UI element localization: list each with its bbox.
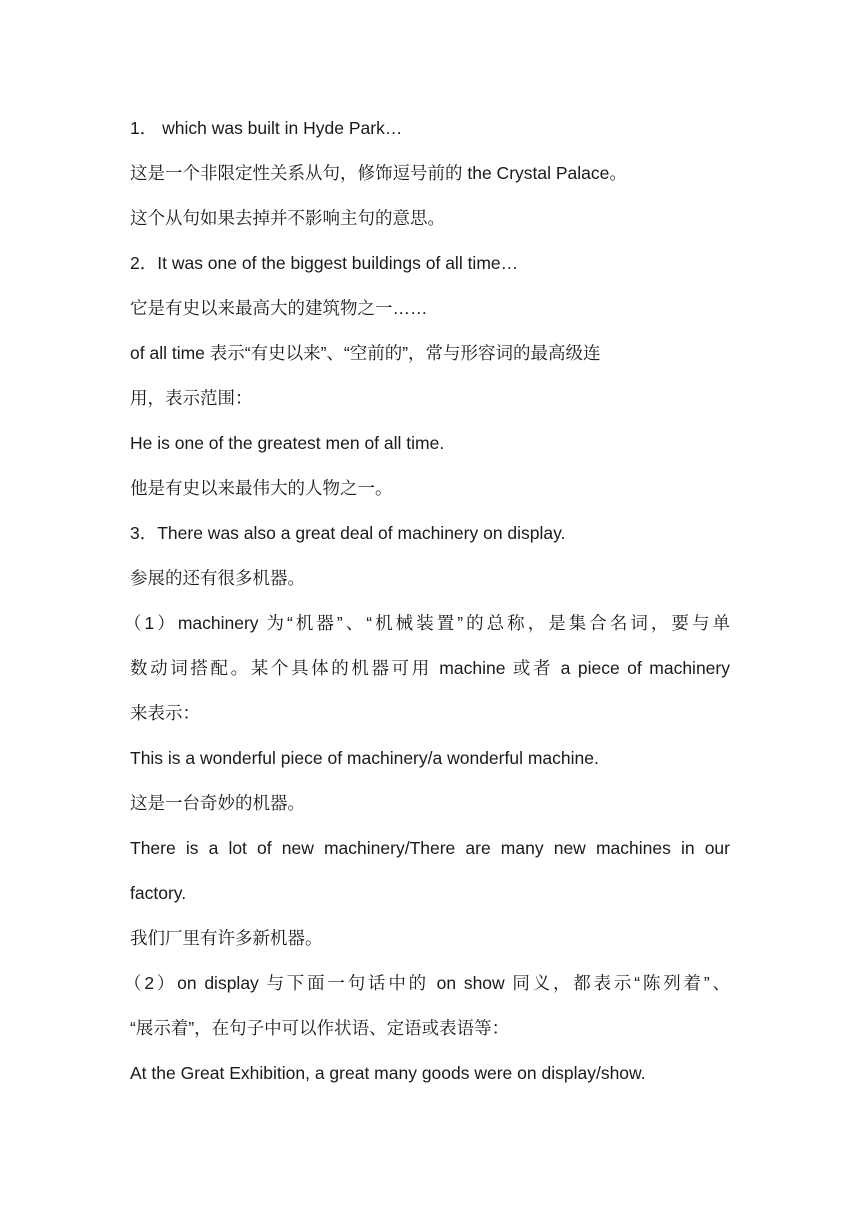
item-3-example-2-cont: factory.	[130, 883, 187, 903]
item-3-sub-1: （1）machinery 为“机器”、“机械装置”的总称，是集合名词，要与单	[124, 613, 730, 633]
item-3-sub-2-cont: “展示着”，在句子中可以作状语、定语或表语等：	[130, 1018, 510, 1038]
item-1-explanation: 这是一个非限定性关系从句，修饰逗号前的 the Crystal Palace。	[130, 163, 627, 183]
item-2-heading: 2．It was one of the biggest buildings of all time…	[130, 253, 519, 273]
item-3-example-1: This is a wonderful piece of machinery/a wonderful machine.	[130, 748, 599, 768]
item-3-heading: 3．There was also a great deal of machinery on display.	[130, 523, 566, 543]
item-3-sub-1-end: 来表示：	[130, 703, 200, 723]
item-3-translation: 参展的还有很多机器。	[130, 568, 305, 588]
item-3-sub-2: （2）on display 与下面一句话中的 on show 同义，都表示“陈列着”、	[124, 973, 730, 993]
item-3-example-1-translation: 这是一台奇妙的机器。	[130, 793, 305, 813]
document-body	[124, 112, 730, 1102]
item-2-translation: 它是有史以来最高大的建筑物之一……	[130, 298, 428, 318]
item-2-example: He is one of the greatest men of all time.	[130, 433, 445, 453]
item-3-example-2-translation: 我们厂里有许多新机器。	[130, 928, 323, 948]
item-3-sub-1-cont: 数动词搭配。某个具体的机器可用 machine 或者 a piece of machinery	[130, 658, 730, 678]
item-1-note: 这个从句如果去掉并不影响主句的意思。	[130, 208, 445, 228]
item-2-explanation-cont: 用，表示范围：	[130, 388, 253, 408]
item-2-example-translation: 他是有史以来最伟大的人物之一。	[130, 478, 393, 498]
item-1-heading: 1． which was built in Hyde Park…	[130, 118, 403, 138]
item-3-example-2: There is a lot of new machinery/There are many new machines in our	[130, 838, 730, 858]
item-3-example-3: At the Great Exhibition, a great many goods were on display/show.	[130, 1063, 646, 1083]
item-2-explanation: of all time 表示“有史以来”、“空前的”，常与形容词的最高级连	[130, 343, 601, 363]
